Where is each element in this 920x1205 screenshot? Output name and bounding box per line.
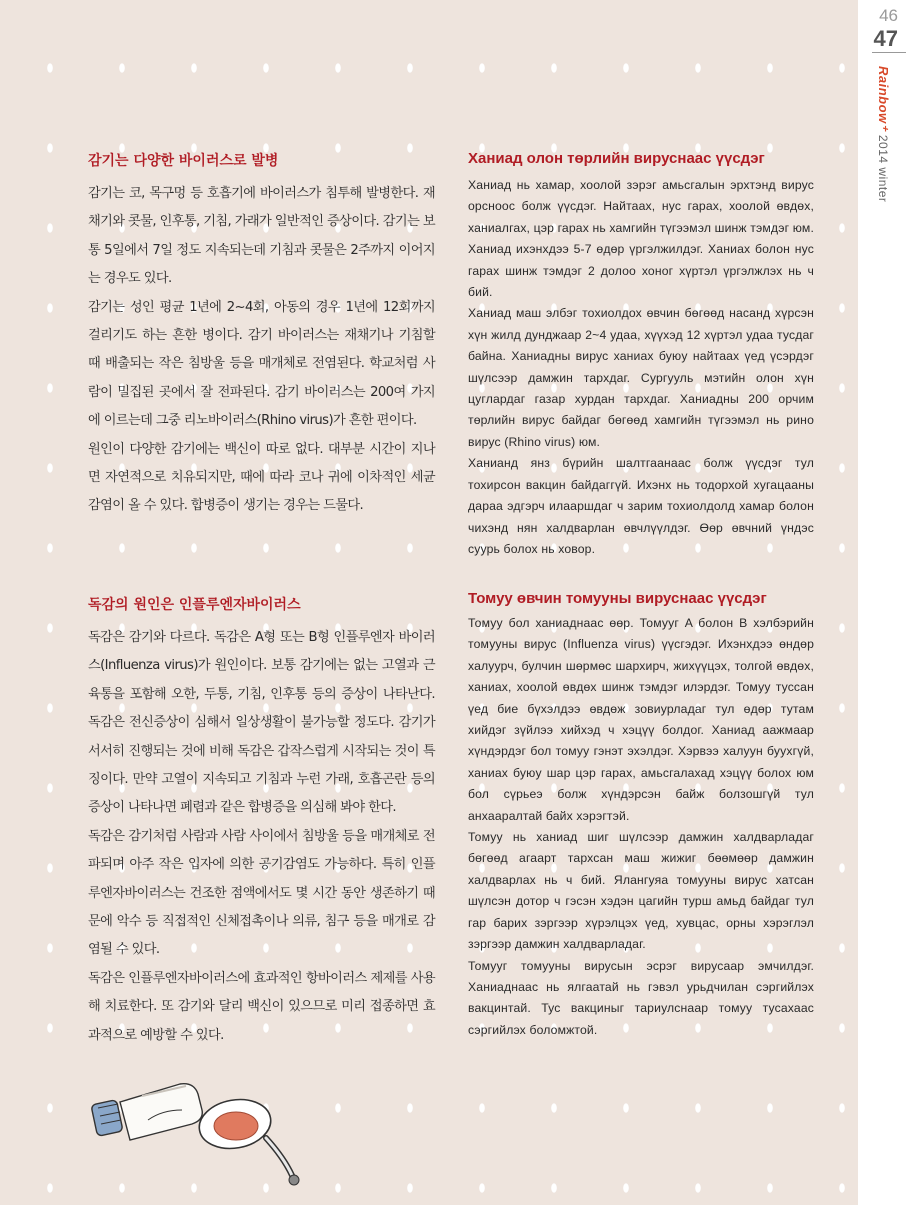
section-title: 감기는 다양한 바이러스로 발병 [88, 153, 279, 169]
paragraph: Томуу бол ханиаднаас өөр. Томууг A болон B хэлбэрийн томууны вирус (Influenza virus) үүсгэдэг. Ихэнхдээ өндөр халуурч, булчин шөрмөс шархирч, жихүүцэх, толгой өвдөх, ханиах, хоолой өвдөх шинж тэмдэг илэрдэг. Томуу туссан үед бие бүхэлдээ өвдөж зовиурладаг тул өдөр тутам хийдэг зүйлээ хийхэд ч хэцүү болдог. Ханиад аажмаар хүндэрдэг бол томуу гэнэт эхэлдэг. Хэрвээ халуун буухгүй, ханиах буюу шар цэр гарах, амьсгалахад хэцүү болох юм бол сүрьеэ болж хүндэрсэн байж болзошгүй тул анхааралтай байх хэрэгтэй. [468, 616, 814, 823]
korean-section-cold [88, 150, 435, 521]
medicine-bottle-icon [91, 1084, 202, 1140]
page-number-previous: 46 [879, 6, 898, 25]
section-title: Томуу өвчин томууны вируснаас үүсдэг [468, 590, 767, 607]
paragraph: 원인이 다양한 감기에는 백신이 따로 없다. 대부분 시간이 지나면 자연적으로 치유되지만, 때에 따라 코나 귀에 이차적인 세균 감염이 올 수 있다. 합병증이 생기는 경우는 드물다. [88, 441, 435, 514]
paragraph: Томуу нь ханиад шиг шүлсээр дамжин халдварладаг бөгөөд агаарт тархсан маш жижиг бөөмөөр дамжин халдварлах нь ч бий. Ялангуяа томууны вирус хатсан шүлсэн дотор ч гэсэн хэдэн цагийн турш амьд байдаг тул гар барих зэргээр хүрэлцэх үед, хувцас, орны хэрэглэл зэргээр дамжин халдварладаг. [468, 830, 814, 952]
paragraph: Томууг томууны вирусын эсрэг вирусаар эмчилдэг. Ханиаднаас нь ялгаатай нь гэвэл урьдчилан сэргийлэх вакцинтай. Тус вакциныг тариулснаар томуу тусахаас сэргийлэх боломжтой. [468, 958, 814, 1037]
spoon-icon [195, 1094, 299, 1185]
section-title: 독감의 원인은 인플루엔자바이러스 [88, 597, 301, 613]
mongolian-section-flu [468, 590, 814, 1041]
magazine-label [876, 66, 891, 202]
paragraph: Ханиад нь хамар, хоолой зэрэг амьсгалын эрхтэнд вирус орсноос болж үүсдэг. Найтаах, нус гарах, хоолой өвдөх, ханиалгах, цэр гарах нь хамгийн түгээмэл шинж тэмдэг юм. Ханиад ихэнхдээ 5-7 өдөр үргэлжилдэг. Ханиах болон нус гарах шинж тэмдэг 2 долоо хоног хүртэл үргэлжлэх нь ч бий. [468, 178, 814, 300]
paragraph: 감기는 성인 평균 1년에 2~4회, 아동의 경우 1년에 12회까지 걸리기도 하는 흔한 병이다. 감기 바이러스는 재채기나 기침할 때 배출되는 작은 침방울 등을 매개체로 전염된다. 학교처럼 사람이 밀집된 곳에서 잘 전파된다. 감기 바이러스는 200여 가지에 이르는데 그중 리노바이러스(Rhino virus)가 흔한 편이다. [88, 299, 435, 429]
magazine-issue: 2014 winter [876, 134, 890, 203]
page-number-rule [872, 52, 906, 53]
paragraph: Ханианд янз бүрийн шалтгаанаас болж үүсдэг тул тохирсон вакцин байдаггүй. Ихэнх нь тодорхой хугацааны дараа эдгэрч илааршдаг ч зарим тохиолдолд хамар болон чихэнд нян халдварлан өвчлүүлдэг. Өөр өвчний үндэс суурь болох нь ховор. [468, 456, 814, 556]
magazine-brand: Rainbow⁺ [876, 66, 891, 132]
paragraph: 독감은 감기와 다르다. 독감은 A형 또는 B형 인플루엔자 바이러스(Influenza virus)가 원인이다. 보통 감기에는 없는 고열과 근육통을 포함해 오한, 두통, 기침, 인후통 등의 증상이 나타난다. 독감은 전신증상이 심해서 일상생활이 불가능할 정도다. 감기가 서서히 진행되는 것에 비해 독감은 갑작스럽게 시작되는 것이 특징이다. 만약 고열이 지속되고 기침과 누런 가래, 호흡곤란 등의 증상이 나타나면 폐렴과 같은 합병증을 의심해 봐야 한다. [88, 630, 435, 816]
section-title: Ханиад олон төрлийн вируснаас үүсдэг [468, 150, 765, 167]
paragraph: Ханиад маш элбэг тохиолдох өвчин бөгөөд насанд хүрсэн хүн жилд дунджаар 2~4 удаа, хүүхэд 12 хүртэл удаа тусдаг байна. Ханиадны вирус ханиах буюу найтаах үед үсэрдэг шүлсээр дамжин тархдаг. Сургууль мэтийн олон хүн цуглардаг газар хурдан тархдаг. Ханиадны 200 орчим төрлийн вирус байдаг бөгөөд хамгийн түгээмэл нь рино вирус (Rhino virus) юм. [468, 306, 814, 449]
paragraph: 독감은 감기처럼 사람과 사람 사이에서 침방울 등을 매개체로 전파되며 아주 작은 입자에 의한 공기감염도 가능하다. 특히 인플루엔자바이러스는 건조한 점액에서도 몇 시간 동안 생존하기 때문에 악수 등 직접적인 신체접촉이나 의류, 침구 등을 매개로 감염될 수 있다. [88, 828, 435, 958]
korean-section-flu [88, 594, 435, 1050]
paragraph: 감기는 코, 목구멍 등 호흡기에 바이러스가 침투해 발병한다. 재채기와 콧물, 인후통, 기침, 가래가 일반적인 증상이다. 감기는 보통 5일에서 7일 정도 지속되는데 기침과 콧물은 2주까지 이어지는 경우도 있다. [88, 186, 435, 287]
medicine-illustration [90, 1080, 310, 1190]
page-number-current: 47 [873, 26, 898, 51]
mongolian-section-cold [468, 150, 814, 560]
paragraph: 독감은 인플루엔자바이러스에 효과적인 항바이러스 제제를 사용해 치료한다. 또 감기와 달리 백신이 있으므로 미리 접종하면 효과적으로 예방할 수 있다. [88, 970, 435, 1043]
